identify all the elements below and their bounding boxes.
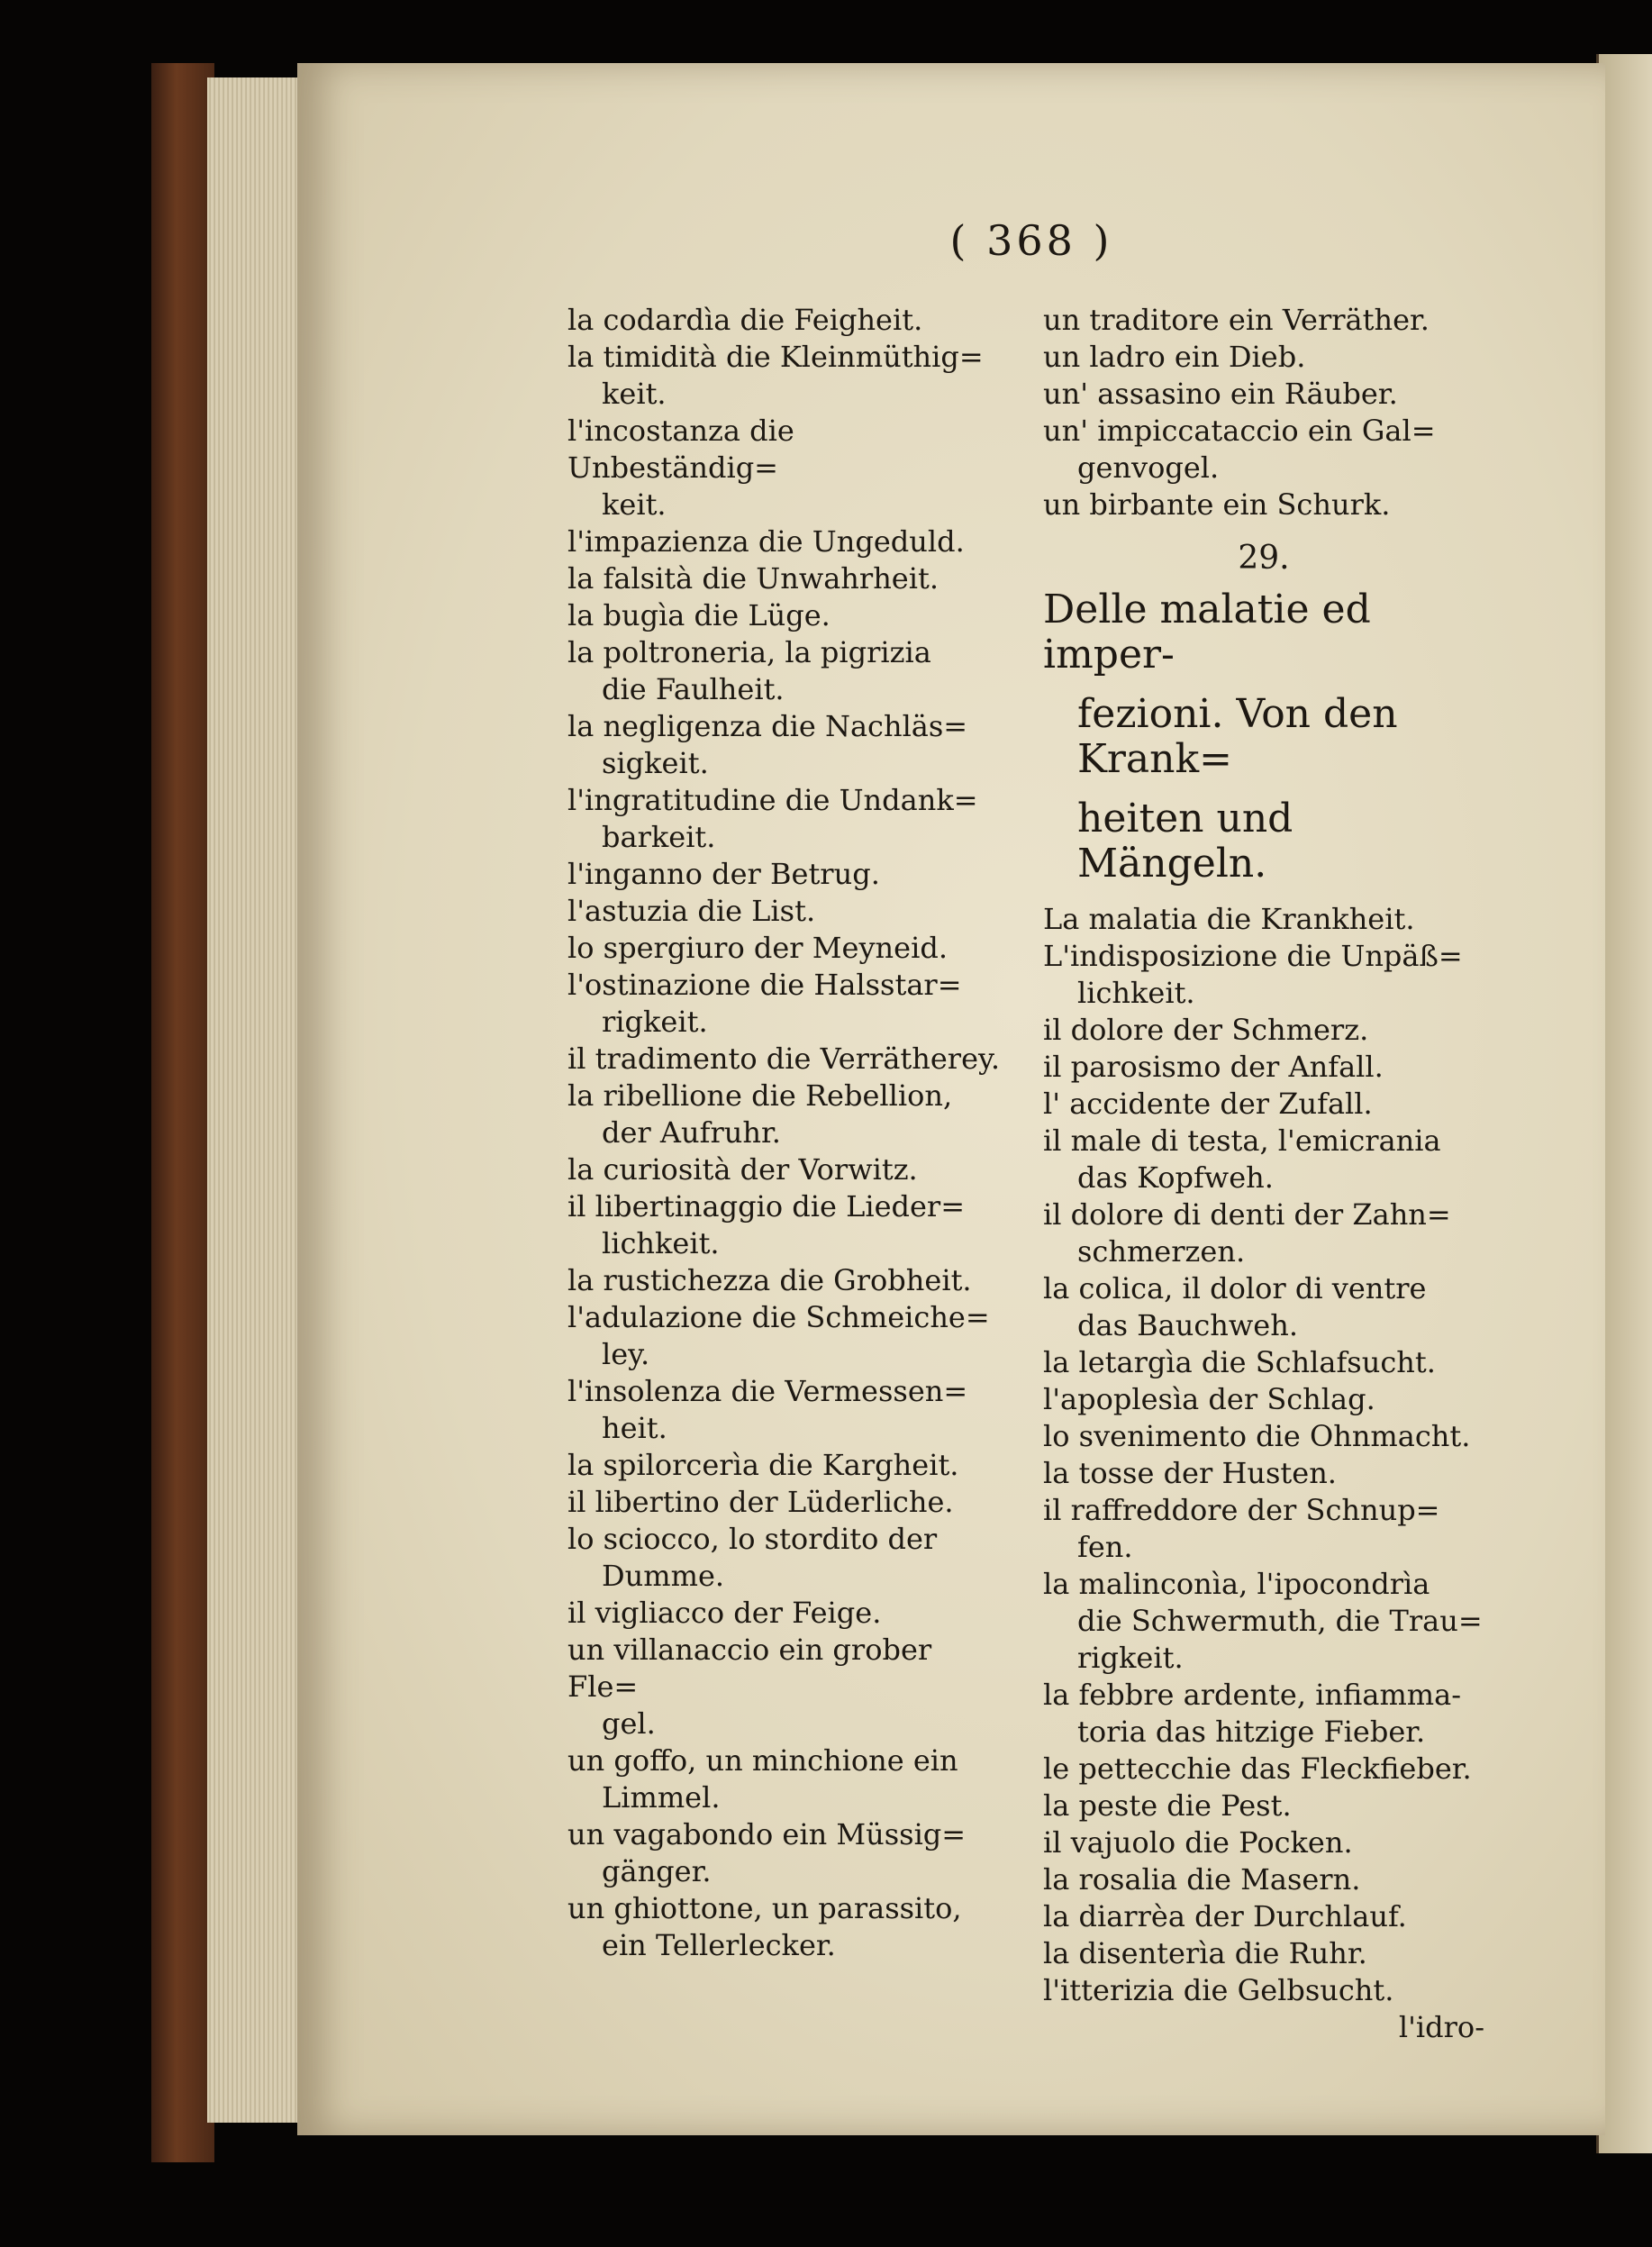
entry-line: der Aufruhr. bbox=[602, 1115, 781, 1150]
entry-line: la curiosità der Vorwitz. bbox=[567, 1152, 918, 1187]
entry-line: La malatia die Krankheit. bbox=[1043, 902, 1415, 936]
entry-line: un' assasino ein Räuber. bbox=[1043, 377, 1398, 411]
entry-line: Dumme. bbox=[602, 1559, 725, 1593]
entry-line: keit. bbox=[602, 487, 667, 522]
entry-line: la disenterìa die Ruhr. bbox=[1043, 1936, 1367, 1970]
entry-line: L'indisposizione die Unpäß= bbox=[1043, 939, 1463, 973]
entry-line: il dolore der Schmerz. bbox=[1043, 1013, 1369, 1047]
entry-line: toria das hitzige Fieber. bbox=[1077, 1715, 1426, 1749]
entry-line: l'apoplesìa der Schlag. bbox=[1043, 1382, 1375, 1416]
entry-line: la negligenza die Nachläs= bbox=[567, 709, 968, 743]
section-heading-line: heiten und Mängeln. bbox=[1077, 796, 1293, 887]
entry-line: la spilorcerìa die Kargheit. bbox=[567, 1448, 959, 1482]
entry-line: un ghiottone, un parassito, bbox=[567, 1891, 962, 1925]
entry-line: il raffreddore der Schnup= bbox=[1043, 1493, 1440, 1527]
entry-line: la tosse der Husten. bbox=[1043, 1456, 1337, 1490]
right-column bbox=[1043, 302, 1484, 2046]
entry-line: la rustichezza die Grobheit. bbox=[567, 1263, 972, 1297]
entry-line: rigkeit. bbox=[1077, 1641, 1184, 1675]
entry-line: un villanaccio ein grober Fle= bbox=[567, 1633, 932, 1704]
entry-line: lichkeit. bbox=[1077, 976, 1195, 1010]
entry-line: heit. bbox=[602, 1411, 667, 1445]
entry-line: il vigliacco der Feige. bbox=[567, 1596, 882, 1630]
entry-line: la ribellione die Rebellion, bbox=[567, 1078, 953, 1113]
entry-line: die Faulheit. bbox=[602, 672, 785, 706]
section-number: 29. bbox=[1238, 540, 1290, 577]
entry-line: l'insolenza die Vermessen= bbox=[567, 1374, 968, 1408]
entry-line: la bugìa die Lüge. bbox=[567, 598, 831, 632]
entry-line: la falsità die Unwahrheit. bbox=[567, 561, 939, 596]
entry-line: la poltroneria, la pigrizia bbox=[567, 635, 931, 669]
page-number: ( 368 ) bbox=[949, 216, 1113, 265]
entry-line: il male di testa, l'emicrania bbox=[1043, 1124, 1441, 1158]
catchword: l'idro- bbox=[1398, 2010, 1484, 2044]
entry-line: l'adulazione die Schmeiche= bbox=[567, 1300, 990, 1334]
entry-line: l'ingratitudine die Undank= bbox=[567, 783, 978, 817]
left-column bbox=[567, 302, 1009, 1964]
entry-line: l'impazienza die Ungeduld. bbox=[567, 524, 965, 559]
entry-line: il libertino der Lüderliche. bbox=[567, 1485, 954, 1519]
entry-line: la malinconìa, l'ipocondrìa bbox=[1043, 1567, 1430, 1601]
entry-line: lo svenimento die Ohnmacht. bbox=[1043, 1419, 1471, 1453]
entry-line: keit. bbox=[602, 377, 667, 411]
entry-line: il parosismo der Anfall. bbox=[1043, 1050, 1384, 1084]
entry-line: il libertinaggio die Lieder= bbox=[567, 1189, 966, 1224]
entry-line: das Bauchweh. bbox=[1077, 1308, 1298, 1342]
entry-line: un' impiccataccio ein Gal= bbox=[1043, 414, 1436, 448]
entry-line: lichkeit. bbox=[602, 1226, 720, 1260]
entry-line: l'ostinazione die Halsstar= bbox=[567, 968, 962, 1002]
section-heading-line: Delle malatie ed imper- bbox=[1043, 587, 1371, 678]
entry-line: l'incostanza die Unbeständig= bbox=[567, 414, 794, 485]
entry-line: barkeit. bbox=[602, 820, 716, 854]
entry-line: das Kopfweh. bbox=[1077, 1160, 1274, 1195]
book-spine bbox=[151, 63, 214, 2162]
entry-line: il vajuolo die Pocken. bbox=[1043, 1825, 1353, 1860]
entry-line: un traditore ein Verräther. bbox=[1043, 303, 1430, 337]
entry-line: l' accidente der Zufall. bbox=[1043, 1087, 1373, 1121]
entry-line: la rosalia die Masern. bbox=[1043, 1862, 1361, 1897]
entry-line: ley. bbox=[602, 1337, 650, 1371]
entry-line: la peste die Pest. bbox=[1043, 1788, 1292, 1823]
entry-line: lo spergiuro der Meyneid. bbox=[567, 931, 948, 965]
entry-line: un vagabondo ein Müssig= bbox=[567, 1817, 967, 1851]
entry-line: la timidità die Kleinmüthig= bbox=[567, 340, 984, 374]
entry-line: l'itterizia die Gelbsucht. bbox=[1043, 1973, 1394, 2007]
entry-line: die Schwermuth, die Trau= bbox=[1077, 1604, 1483, 1638]
entry-line: rigkeit. bbox=[602, 1005, 708, 1039]
entry-line: ein Tellerlecker. bbox=[602, 1928, 836, 1962]
entry-line: la diarrèa der Durchlauf. bbox=[1043, 1899, 1407, 1933]
entry-line: le pettecchie das Fleckfieber. bbox=[1043, 1751, 1472, 1786]
entry-line: gänger. bbox=[602, 1854, 712, 1888]
entry-line: la febbre ardente, infiamma- bbox=[1043, 1678, 1462, 1712]
entry-line: l'astuzia die List. bbox=[567, 894, 816, 928]
entry-line: il dolore di denti der Zahn= bbox=[1043, 1197, 1451, 1232]
entry-line: un goffo, un minchione ein bbox=[567, 1743, 958, 1778]
entry-line: un ladro ein Dieb. bbox=[1043, 340, 1306, 374]
entry-line: un birbante ein Schurk. bbox=[1043, 487, 1391, 522]
entry-line: Limmel. bbox=[602, 1780, 721, 1815]
entry-line: schmerzen. bbox=[1077, 1234, 1246, 1269]
entry-line: l'inganno der Betrug. bbox=[567, 857, 880, 891]
entry-line: sigkeit. bbox=[602, 746, 709, 780]
entry-line: genvogel. bbox=[1077, 450, 1220, 485]
entry-line: la letargìa die Schlafsucht. bbox=[1043, 1345, 1436, 1379]
section-heading-line: fezioni. Von den Krank= bbox=[1077, 691, 1398, 782]
entry-line: fen. bbox=[1077, 1530, 1133, 1564]
page-edges bbox=[207, 77, 306, 2123]
entry-line: il tradimento die Verrätherey. bbox=[567, 1042, 1001, 1076]
entry-line: la codardìa die Feigheit. bbox=[567, 303, 923, 337]
entry-line: lo sciocco, lo stordito der bbox=[567, 1522, 938, 1556]
entry-line: gel. bbox=[602, 1706, 656, 1741]
entry-line: la colica, il dolor di ventre bbox=[1043, 1271, 1427, 1305]
